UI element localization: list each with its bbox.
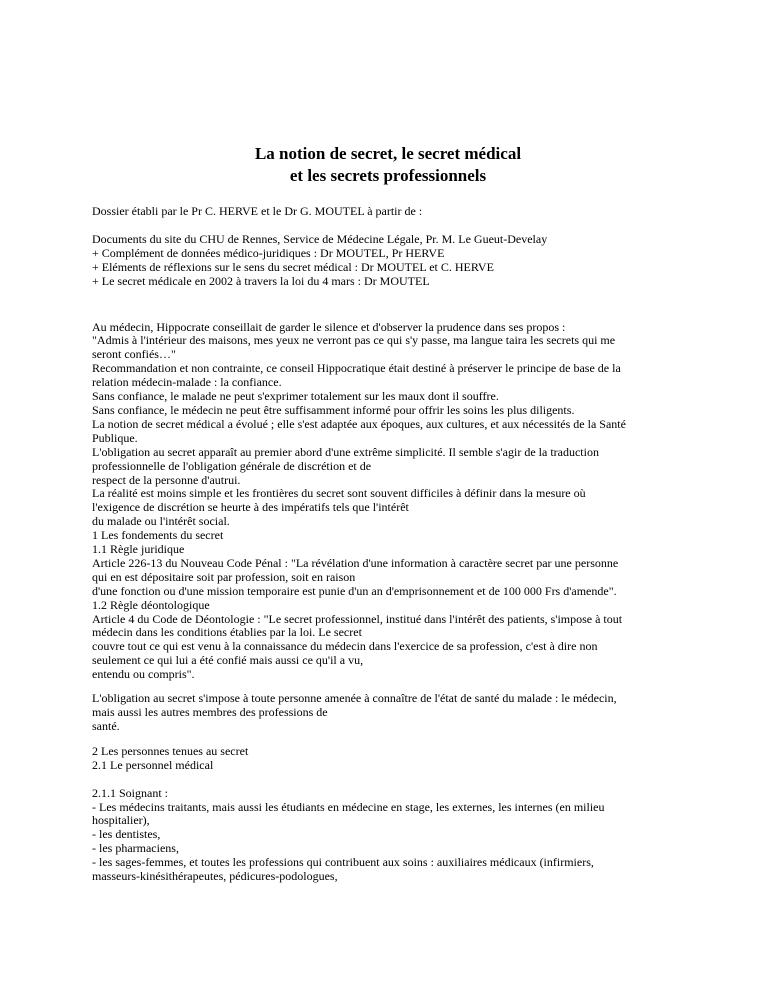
text-line: + Complément de données médico-juridiques : Dr MOUTEL, Pr HERVE bbox=[92, 245, 445, 260]
dossier-intro-line: Dossier établi par le Pr C. HERVE et le Dr G. MOUTEL à partir de : bbox=[92, 204, 423, 218]
section-2-headings bbox=[92, 745, 684, 773]
text-line: d'une fonction ou d'une mission temporaire est punie d'un an d'emprisonnement et de 100 000 Frs d'amende". bbox=[92, 583, 617, 598]
text-line: 2.1.1 Soignant : bbox=[92, 785, 169, 800]
soignant-list bbox=[92, 787, 684, 884]
text-line: Documents du site du CHU de Rennes, Service de Médecine Légale, Pr. M. Le Gueut-Develay bbox=[92, 231, 548, 246]
text-line: La notion de secret médical a évolué ; elle s'est adaptée aux époques, aux cultures, et aux nécessités de la Santé bbox=[92, 416, 626, 431]
title-line-1: La notion de secret, le secret médical bbox=[254, 144, 522, 163]
text-line: respect de la personne d'autrui. bbox=[92, 472, 241, 487]
text-line: professionnelle de l'obligation générale de discrétion et de bbox=[92, 458, 372, 473]
text-line: - Les médecins traitants, mais aussi les étudiants en médecine en stage, les externes, les internes (en milieu bbox=[92, 799, 605, 814]
obligation-paragraph bbox=[92, 692, 684, 734]
text-line: mais aussi les autres membres des professions de bbox=[92, 705, 328, 719]
text-line: 1.2 Règle déontologique bbox=[92, 597, 210, 612]
text-line: masseurs-kinésithérapeutes, pédicures-podologues, bbox=[92, 869, 338, 884]
main-text-block bbox=[92, 321, 684, 683]
text-line: seulement ce qui lui a été confié mais aussi ce qu'il a vu, bbox=[92, 653, 364, 668]
text-line: seront confiés…" bbox=[92, 347, 176, 362]
title-line-2: et les secrets professionnels bbox=[289, 166, 487, 185]
text-line: entendu ou compris". bbox=[92, 667, 195, 682]
text-line: La réalité est moins simple et les frontières du secret sont souvent difficiles à définir dans la mesure où bbox=[92, 486, 586, 501]
text-line: santé. bbox=[92, 718, 120, 733]
text-line: 1 Les fondements du secret bbox=[92, 528, 224, 543]
text-line: - les sages-femmes, et toutes les professions qui contribuent aux soins : auxiliaires médicaux (infirmiers, bbox=[92, 855, 594, 870]
text-line: - les dentistes, bbox=[92, 827, 161, 842]
text-line: 2 Les personnes tenues au secret bbox=[92, 743, 249, 758]
text-line: Sans confiance, le malade ne peut s'exprimer totalement sur les maux dont il souffre. bbox=[92, 389, 499, 404]
text-line: + Eléments de réflexions sur le sens du secret médical : Dr MOUTEL et C. HERVE bbox=[92, 259, 494, 274]
text-line: Publique. bbox=[92, 430, 138, 445]
text-line: hospitalier), bbox=[92, 813, 150, 828]
text-line: + Le secret médicale en 2002 à travers la loi du 4 mars : Dr MOUTEL bbox=[92, 273, 430, 288]
text-line: Sans confiance, le médecin ne peut être suffisamment informé pour offrir les soins les plus diligents. bbox=[92, 402, 575, 417]
text-line: qui en est dépositaire soit par profession, soit en raison bbox=[92, 569, 356, 584]
document-title bbox=[92, 143, 684, 187]
text-line: médecin dans les conditions établies par la loi. Le secret bbox=[92, 625, 362, 640]
text-line: L'obligation au secret s'impose à toute personne amenée à connaître de l'état de santé du malade : le médecin, bbox=[92, 691, 617, 706]
text-line: Recommandation et non contrainte, ce conseil Hippocratique était destiné à préserver le principe de base de la bbox=[92, 361, 621, 376]
text-line: l'exigence de discrétion se heurte à des impératifs tels que l'intérêt bbox=[92, 500, 409, 515]
text-line: couvre tout ce qui est venu à la connaissance du médecin dans l'exercice de sa profession, c'est à dire non bbox=[92, 639, 598, 654]
text-line: Article 4 du Code de Déontologie : "Le secret professionnel, institué dans l'intérêt des patients, s'impose à tout bbox=[92, 611, 623, 626]
text-line: du malade ou l'intérêt social. bbox=[92, 514, 230, 529]
sources-list bbox=[92, 233, 684, 289]
text-line: Article 226-13 du Nouveau Code Pénal : "La révélation d'une information à caractère secret par une personne bbox=[92, 555, 619, 570]
text-line: relation médecin-malade : la confiance. bbox=[92, 375, 282, 390]
text-line: "Admis à l'intérieur des maisons, mes yeux ne verront pas ce qui s'y passe, ma langue taira les secrets qui me bbox=[92, 333, 616, 348]
text-line: L'obligation au secret apparaît au premier abord d'une extrême simplicité. Il semble s'agir de la traduction bbox=[92, 444, 599, 459]
text-line: 1.1 Règle juridique bbox=[92, 542, 185, 557]
text-line: 2.1 Le personnel médical bbox=[92, 757, 214, 772]
text-line: Au médecin, Hippocrate conseillait de garder le silence et d'observer la prudence dans ses propos : bbox=[92, 319, 566, 334]
text-line: - les pharmaciens, bbox=[92, 841, 179, 856]
